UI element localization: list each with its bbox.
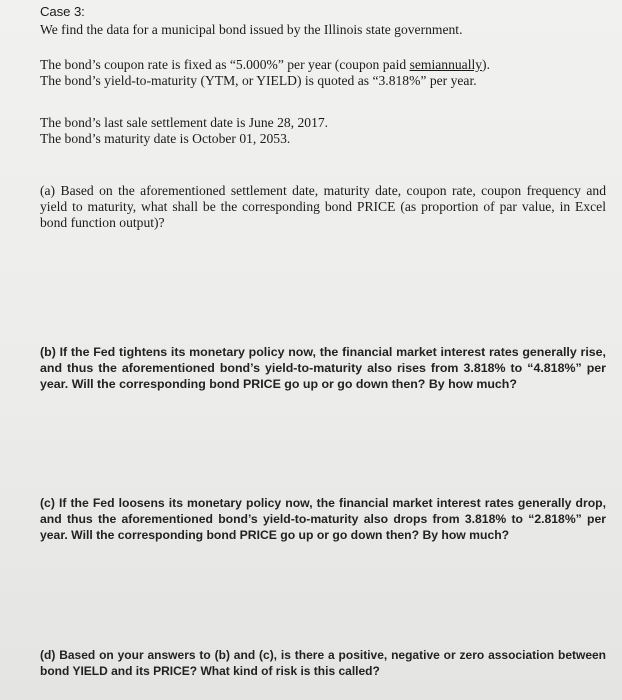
coupon-end: ). xyxy=(482,57,490,72)
maturity-date-line: The bond’s maturity date is October 01, 2053. xyxy=(40,131,291,146)
question-c: (c) If the Fed loosens its monetary policy now, the financial market interest rates generally drop, and thus the aforementioned bond’s yield-to-maturity also drops from 3.818% to “2.818%” per year. Will the corresponding bond PRICE go up or go down then? By how much? xyxy=(40,496,606,542)
ytm-line: The bond’s yield-to-maturity (YTM, or YIELD) is quoted as “3.818%” per year. xyxy=(40,73,477,88)
case-header xyxy=(40,4,606,38)
settlement-date-line: The bond’s last sale settlement date is June 28, 2017. xyxy=(40,115,329,130)
question-d: (d) Based on your answers to (b) and (c), is there a positive, negative or zero association between bond YIELD and its PRICE? What kind of risk is this called? xyxy=(40,648,606,678)
bond-dates xyxy=(40,115,606,147)
case-title: Case 3: xyxy=(40,4,85,19)
question-b: (b) If the Fed tightens its monetary policy now, the financial market interest rates generally rise, and thus the aforementioned bond’s yield-to-maturity also rises from 3.818% to “4.818%” per year. Will the corresponding bond PRICE go up or go down then? By how much? xyxy=(40,345,606,391)
question-a: (a) Based on the aforementioned settlement date, maturity date, coupon rate, coupon frequency and yield to maturity, what shall be the corresponding bond PRICE (as proportion of par value, in Excel bond function output)? xyxy=(40,183,606,230)
coupon-text: The bond’s coupon rate is fixed as “5.000%” per year (coupon paid xyxy=(40,57,410,72)
case-intro: We find the data for a municipal bond issued by the Illinois state government. xyxy=(40,22,463,37)
coupon-frequency: semiannually xyxy=(409,57,483,72)
bond-terms xyxy=(40,57,606,89)
coupon-rate-line xyxy=(40,57,606,73)
